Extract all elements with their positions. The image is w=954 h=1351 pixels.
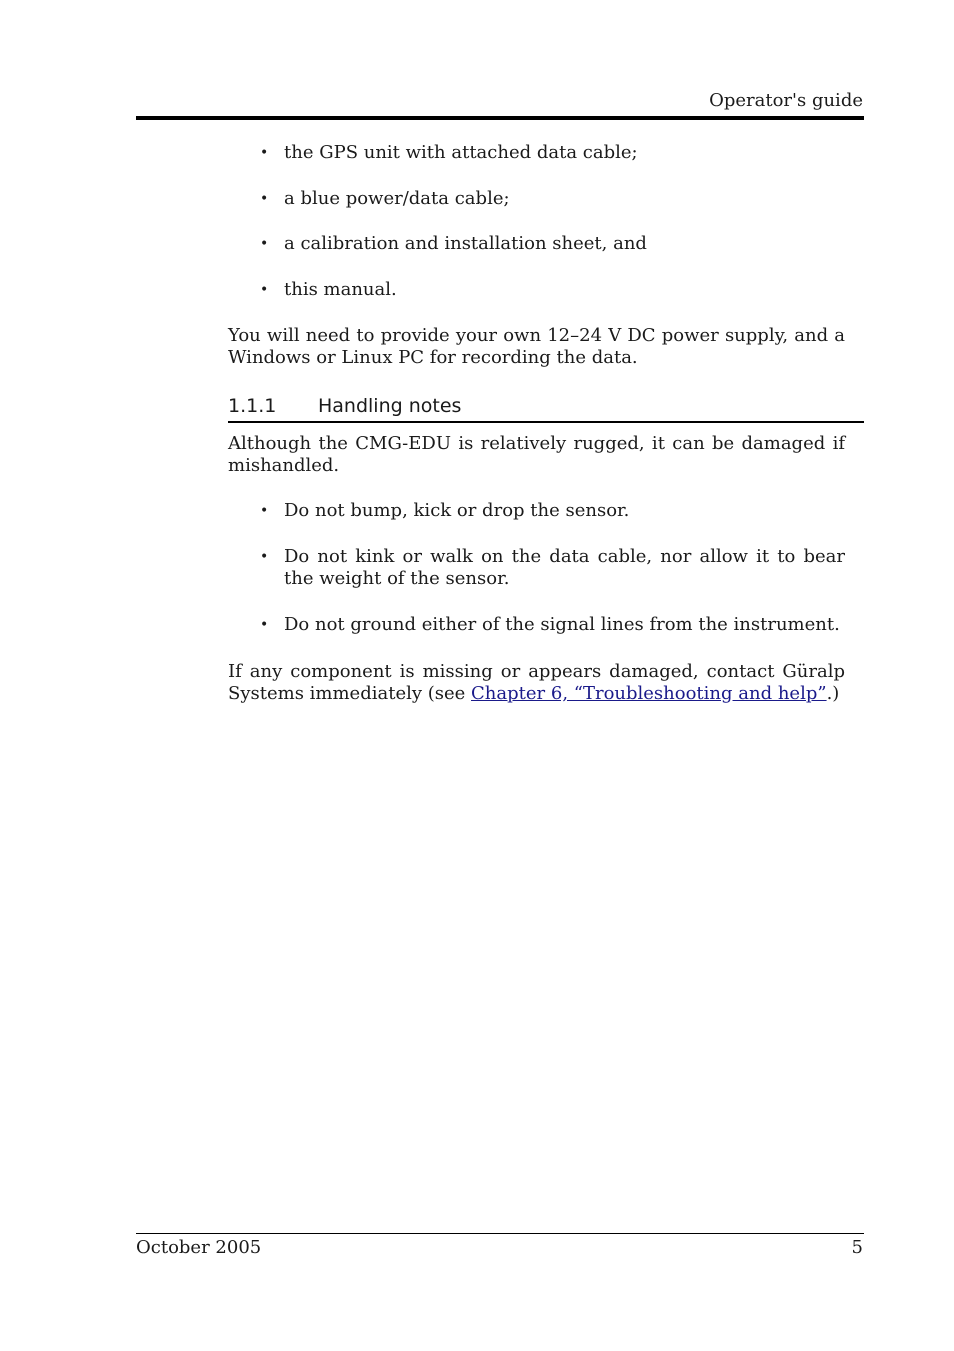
paragraph-text: If any component is missing or appears damaged, contact Güralp Systems immediately (see	[228, 661, 845, 704]
header-title: Operator's guide	[709, 90, 863, 111]
bullet-icon: •	[260, 145, 269, 161]
list-item	[228, 142, 845, 164]
list-item-text: a calibration and installation sheet, and	[284, 233, 647, 254]
list-item-text: Do not kink or walk on the data cable, nor allow it to bear the weight of the sensor.	[284, 546, 845, 589]
footer-rule	[136, 1233, 864, 1234]
bullet-icon: •	[260, 282, 269, 298]
list-item	[228, 500, 845, 522]
handling-list	[228, 500, 845, 636]
list-item-text: Do not bump, kick or drop the sensor.	[284, 500, 630, 521]
list-item-text: this manual.	[284, 279, 397, 300]
list-item-text: Do not ground either of the signal lines from the instrument.	[284, 614, 840, 635]
list-item-text: the GPS unit with attached data cable;	[284, 142, 638, 163]
bullet-icon: •	[260, 617, 269, 633]
troubleshooting-chapter-link[interactable]: Chapter 6, “Troubleshooting and help”	[471, 683, 827, 704]
list-item	[228, 546, 845, 590]
section-title: Handling notes	[318, 395, 462, 417]
paragraph-text-end: .)	[826, 683, 840, 704]
page-number: 5	[851, 1237, 863, 1258]
bullet-icon: •	[260, 191, 269, 207]
power-supply-paragraph: You will need to provide your own 12–24 V DC power supply, and a Windows or Linux PC for recording the data.	[228, 325, 845, 368]
section-number: 1.1.1	[228, 395, 277, 417]
contents-list	[228, 142, 845, 301]
bullet-icon: •	[260, 236, 269, 252]
handling-intro-paragraph: Although the CMG-EDU is relatively rugged, it can be damaged if mishandled.	[228, 433, 845, 476]
footer-date: October 2005	[136, 1237, 262, 1258]
list-item	[228, 279, 845, 301]
list-item	[228, 614, 845, 636]
bullet-icon: •	[260, 549, 269, 565]
list-item	[228, 233, 845, 255]
header-rule	[136, 116, 864, 120]
list-item-text: a blue power/data cable;	[284, 188, 510, 209]
list-item	[228, 188, 845, 210]
bullet-icon: •	[260, 503, 269, 519]
damage-contact-paragraph	[228, 661, 845, 705]
section-heading	[228, 393, 864, 423]
